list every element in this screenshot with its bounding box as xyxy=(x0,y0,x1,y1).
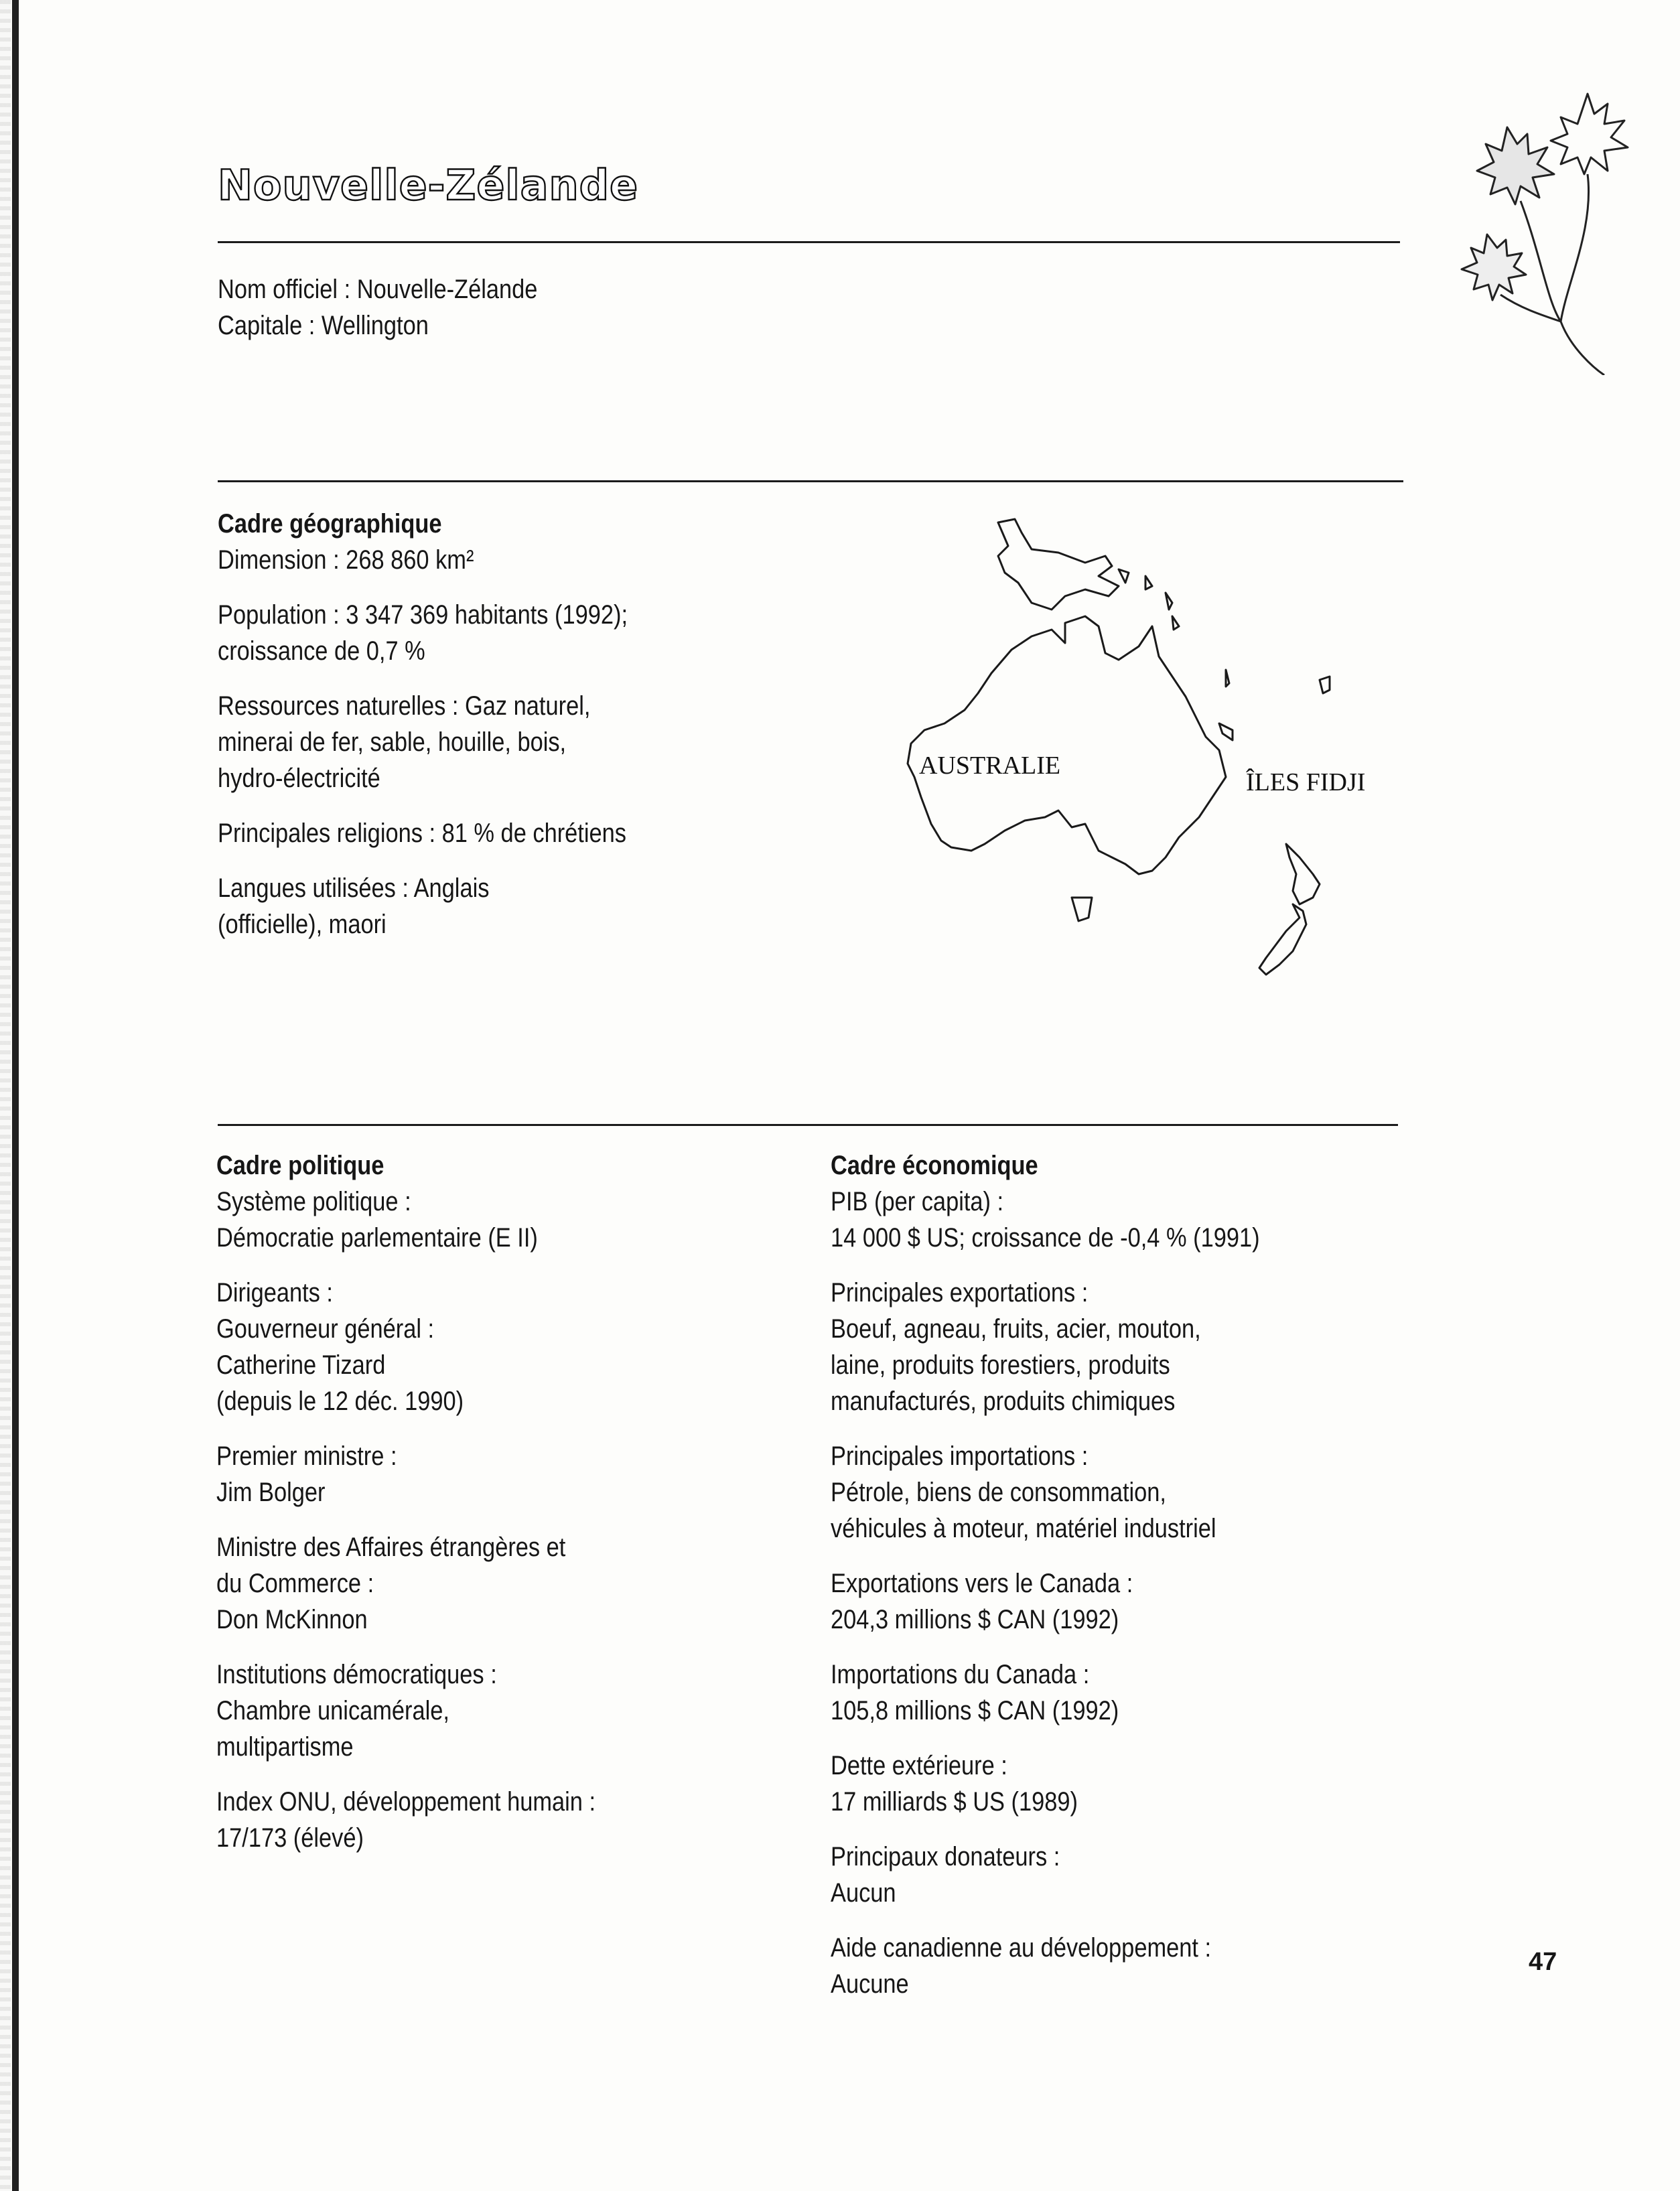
donors-2: Aucun xyxy=(831,1878,896,1908)
economic-heading: Cadre économique xyxy=(831,1151,1038,1180)
institutions-2: Chambre unicamérale, xyxy=(216,1696,449,1725)
exports-canada-1: Exportations vers le Canada : xyxy=(831,1569,1133,1598)
exports-4: manufacturés, produits chimiques xyxy=(831,1387,1176,1416)
institutions-3: multipartisme xyxy=(216,1732,354,1762)
political-system-1: Système politique : xyxy=(216,1187,411,1216)
new-guinea-outline xyxy=(998,519,1119,610)
new-caledonia-outline xyxy=(1219,670,1233,740)
geo-religions: Principales religions : 81 % de chrétiens xyxy=(218,819,626,848)
new-zealand-north-outline xyxy=(1286,844,1320,904)
geo-languages-1: Langues utilisées : Anglais xyxy=(218,873,490,903)
title-rule xyxy=(218,241,1400,243)
leaders-4: (depuis le 12 déc. 1990) xyxy=(216,1387,464,1416)
political-section xyxy=(216,1147,596,1856)
geo-resources-2: minerai de fer, sable, houille, bois, xyxy=(218,727,567,757)
geo-languages-2: (officielle), maori xyxy=(218,910,387,939)
official-name: Nom officiel : Nouvelle-Zélande xyxy=(218,275,538,304)
map-label-fiji: ÎLES FIDJI xyxy=(1246,768,1366,796)
geo-population-2: croissance de 0,7 % xyxy=(218,636,425,666)
foreign-minister-1: Ministre des Affaires étrangères et xyxy=(216,1533,566,1562)
new-zealand-south-outline xyxy=(1259,904,1306,975)
binding-shadow xyxy=(0,0,11,2191)
exports-1: Principales exportations : xyxy=(831,1278,1089,1307)
exports-canada-2: 204,3 millions $ CAN (1992) xyxy=(831,1605,1119,1634)
imports-2: Pétrole, biens de consommation, xyxy=(831,1478,1166,1507)
islands-outline xyxy=(1119,569,1179,630)
geo-rule xyxy=(218,480,1403,482)
aid-2: Aucune xyxy=(831,1969,909,1999)
capital: Capitale : Wellington xyxy=(218,311,429,340)
debt-1: Dette extérieure : xyxy=(831,1751,1007,1780)
tasmania-outline xyxy=(1072,898,1092,921)
leaders-2: Gouverneur général : xyxy=(216,1314,435,1344)
page-number: 47 xyxy=(1529,1948,1557,1976)
donors-1: Principaux donateurs : xyxy=(831,1842,1060,1871)
pm-2: Jim Bolger xyxy=(216,1478,326,1507)
page-title: Nouvelle-Zélande xyxy=(218,161,639,210)
un-index-1: Index ONU, développement humain : xyxy=(216,1787,596,1817)
region-map xyxy=(831,509,1420,991)
foreign-minister-3: Don McKinnon xyxy=(216,1605,368,1634)
maple-leaf-icon xyxy=(1454,80,1648,375)
geo-section xyxy=(218,506,628,942)
map-label-australia: AUSTRALIE xyxy=(919,752,1061,780)
un-index-2: 17/173 (élevé) xyxy=(216,1823,364,1853)
imports-1: Principales importations : xyxy=(831,1441,1089,1471)
gdp-1: PIB (per capita) : xyxy=(831,1187,1004,1216)
debt-2: 17 milliards $ US (1989) xyxy=(831,1787,1078,1817)
exports-2: Boeuf, agneau, fruits, acier, mouton, xyxy=(831,1314,1201,1344)
geo-resources-1: Ressources naturelles : Gaz naturel, xyxy=(218,691,591,721)
gdp-2: 14 000 $ US; croissance de -0,4 % (1991) xyxy=(831,1223,1260,1253)
political-system-2: Démocratie parlementaire (E II) xyxy=(216,1223,538,1253)
official-info xyxy=(218,271,537,344)
exports-3: laine, produits forestiers, produits xyxy=(831,1350,1170,1380)
imports-3: véhicules à moteur, matériel industriel xyxy=(831,1514,1216,1543)
pm-1: Premier ministre : xyxy=(216,1441,397,1471)
political-heading: Cadre politique xyxy=(216,1151,384,1180)
leaders-1: Dirigeants : xyxy=(216,1278,333,1307)
imports-canada-1: Importations du Canada : xyxy=(831,1660,1090,1689)
politics-rule xyxy=(218,1124,1398,1126)
geo-population-1: Population : 3 347 369 habitants (1992); xyxy=(218,600,628,630)
geo-resources-3: hydro-électricité xyxy=(218,764,380,793)
leaders-3: Catherine Tizard xyxy=(216,1350,386,1380)
binding-edge xyxy=(12,0,19,2191)
aid-1: Aide canadienne au développement : xyxy=(831,1933,1212,1963)
economic-section xyxy=(831,1147,1260,2002)
geo-dimension: Dimension : 268 860 km² xyxy=(218,545,474,575)
imports-canada-2: 105,8 millions $ CAN (1992) xyxy=(831,1696,1119,1725)
institutions-1: Institutions démocratiques : xyxy=(216,1660,497,1689)
foreign-minister-2: du Commerce : xyxy=(216,1569,374,1598)
australia-outline xyxy=(908,616,1226,874)
fiji-outline xyxy=(1320,677,1330,693)
geo-heading: Cadre géographique xyxy=(218,509,442,539)
